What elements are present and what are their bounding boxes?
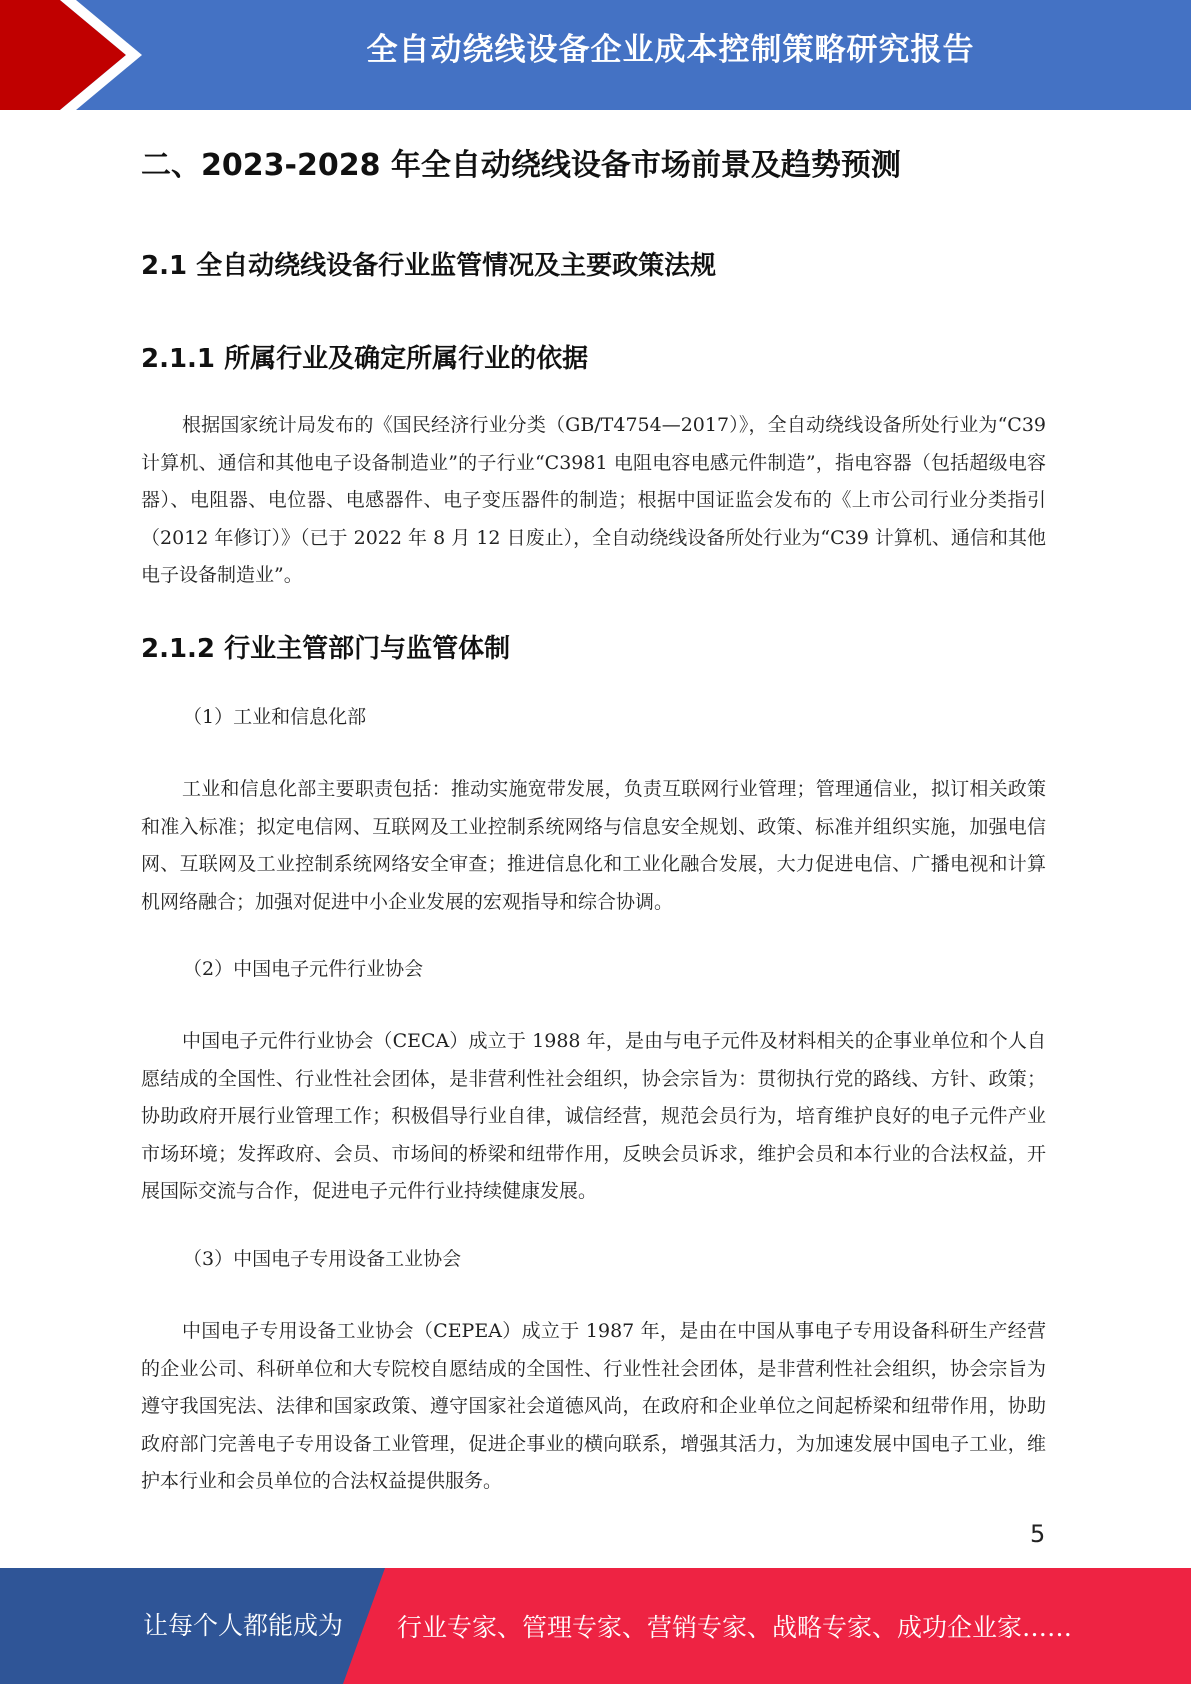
item-heading-2-1-1: 2.1.1 所属行业及确定所属行业的依据: [141, 344, 589, 374]
paragraph-cepea: 中国电子专用设备工业协会（CEPEA）成立于 1987 年，是由在中国从事电子专用设备科研生产经营的企业公司、科研单位和大专院校自愿结成的全国性、行业性社会团体，是非营利性社会组织，协会宗旨为遵守我国宪法、法律和国家政策、遵守国家社会道德风尚，在政府和企业单位之间起桥梁和纽带作用，协助政府部门完善电子专用设备工业管理，促进企事业的横向联系，增强其活力，为加速发展中国电子工业，维护本行业和会员单位的合法权益提供服务。: [141, 1320, 1046, 1492]
body-label-cepea: （3）中国电子专用设备工业协会: [183, 1248, 462, 1270]
footer-slogan-right: 行业专家、管理专家、营销专家、战略专家、成功企业家……: [397, 1613, 1073, 1642]
item-heading-2-1-2: 2.1.2 行业主管部门与监管体制: [141, 634, 511, 664]
body-label-miit: （1）工业和信息化部: [183, 706, 367, 728]
paragraph-miit: 工业和信息化部主要职责包括：推动实施宽带发展，负责互联网行业管理；管理通信业，拟订相关政策和准入标准；拟定电信网、互联网及工业控制系统网络与信息安全规划、政策、标准并组织实施，加强电信网、互联网及工业控制系统网络安全审查；推进信息化和工业化融合发展，大力促进电信、广播电视和计算机网络融合；加强对促进中小企业发展的宏观指导和综合协调。: [141, 778, 1046, 913]
header-banner: [0, 0, 1191, 110]
body-label-ceca: （2）中国电子元件行业协会: [183, 958, 424, 980]
paragraph-ceca: 中国电子元件行业协会（CECA）成立于 1988 年，是由与电子元件及材料相关的企事业单位和个人自愿结成的全国性、行业性社会团体，是非营利性社会组织，协会宗旨为：贯彻执行党的路线、方针、政策；协助政府开展行业管理工作；积极倡导行业自律，诚信经营，规范会员行为，培育维护良好的电子元件产业市场环境；发挥政府、会员、市场间的桥梁和纽带作用，反映会员诉求，维护会员和本行业的合法权益，开展国际交流与合作，促进电子元件行业持续健康发展。: [141, 1030, 1046, 1202]
section-heading: 二、2023-2028 年全自动绕线设备市场前景及趋势预测: [141, 148, 901, 183]
footer-banner: [0, 1568, 1191, 1684]
header-arrow-decoration: [0, 0, 160, 110]
paragraph-industry-classification: 根据国家统计局发布的《国民经济行业分类（GB/T4754—2017）》，全自动绕线设备所处行业为“C39 计算机、通信和其他电子设备制造业”的子行业“C3981 电阻电容电感元件制造”，指电容器（包括超级电容器）、电阻器、电位器、电感器件、电子变压器件的制造；根据中国证监会发布的《上市公司行业分类指引（2012 年修订）》（已于 2022 年 8 月 12 日废止），全自动绕线设备所处行业为“C39 计算机、通信和其他电子设备制造业”。: [141, 414, 1046, 586]
report-title: 全自动绕线设备企业成本控制策略研究报告: [366, 32, 975, 68]
footer-slogan-left: 让每个人都能成为: [143, 1611, 344, 1640]
page-number: 5: [1030, 1520, 1046, 1548]
subsection-heading: 2.1 全自动绕线设备行业监管情况及主要政策法规: [141, 251, 717, 281]
